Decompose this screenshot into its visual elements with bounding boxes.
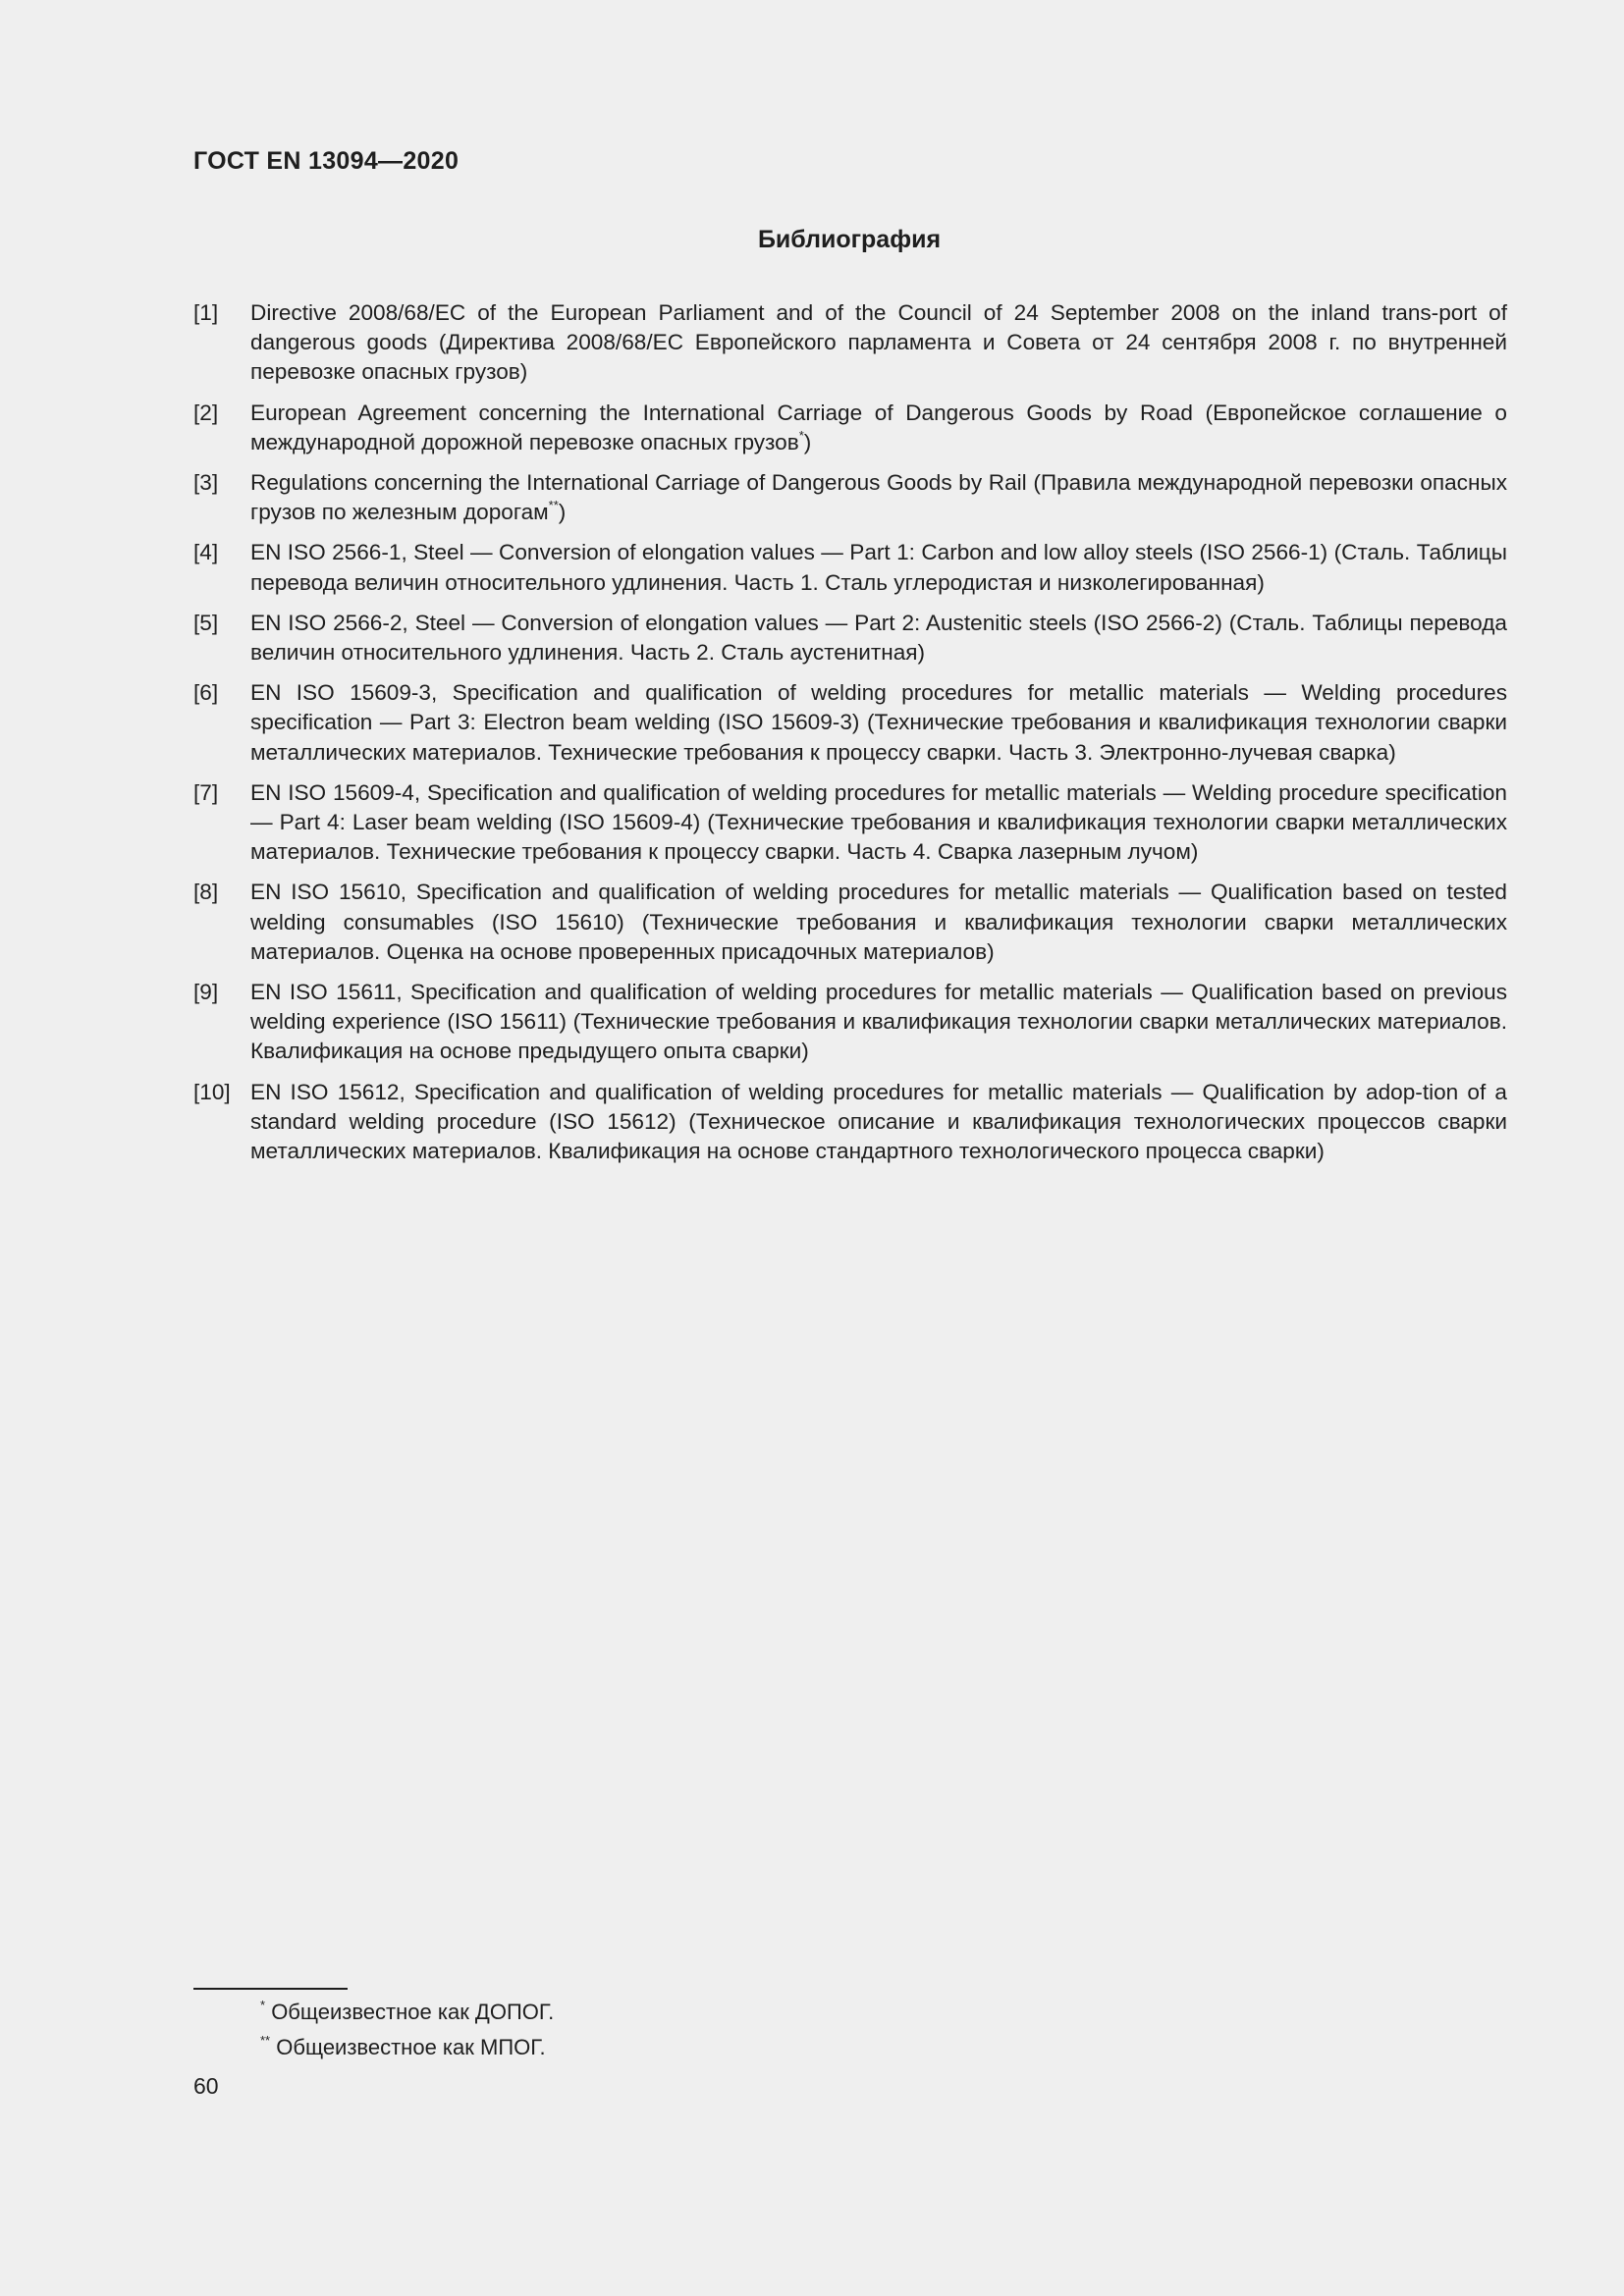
section-title: Библиография (757, 226, 942, 253)
document-code: ГОСТ EN 13094—2020 (193, 147, 460, 175)
reference-item (193, 678, 1507, 768)
reference-number: [7] (193, 779, 219, 805)
reference-item (193, 538, 1507, 597)
reference-text: Directive 2008/68/EC of the European Parliament and of the Council of 24 September 2008 on the inland trans-port of dangerous goods (Директива 2008/68/ЕС Европейского парламента и Совета от 24 сентября 2008 г. по внутренней перевозке опасных грузов) (250, 300, 1507, 385)
reference-text: EN ISO 15612, Specification and qualification of welding procedures for metallic materials — Qualification by adop-tion of a standard welding procedure (ISO 15612) (Техническое описание и квалификация технологических процессов сварки металлических материалов. Квалификация на основе стандартного технологического процесса сварки) (250, 1079, 1507, 1164)
reference-number: [6] (193, 680, 219, 706)
reference-item (193, 609, 1507, 667)
reference-item (193, 399, 1507, 457)
reference-text: European Agreement concerning the International Carriage of Dangerous Goods by Road (Европейское соглашение о международной дорожной перевозке опасных грузов*) (250, 400, 1507, 454)
reference-item (193, 1078, 1507, 1167)
reference-text: EN ISO 2566-2, Steel — Conversion of elongation values — Part 2: Austenitic steels (ISO 2566-2) (Сталь. Таблицы перевода величин относительного удлинения. Часть 2. Сталь аустенитная) (250, 610, 1507, 666)
reference-text: EN ISO 15609-4, Specification and qualification of welding procedures for metallic materials — Welding procedure specification — Part 4: Laser beam welding (ISO 15609-4) (Технические требования и квалификация технологии сварки металлических материалов. Технические требования к процессу сварки. Часть 4. Сварка лазерным лучом) (250, 779, 1507, 865)
reference-number: [8] (193, 880, 219, 905)
footnote-mark: ** (260, 2033, 271, 2048)
footnote-item (260, 2030, 554, 2065)
footnote-mark: * (260, 1998, 266, 2012)
reference-text: EN ISO 15609-3, Specification and qualification of welding procedures for metallic materials — Welding procedures specification — Part 3: Electron beam welding (ISO 15609-3) (Технические требования и квалификация технологии сварки металлических материалов. Технические требования к процессу сварки. Часть 3. Электронно-лучевая сварка) (250, 680, 1507, 765)
reference-text: Regulations concerning the International Carriage of Dangerous Goods by Rail (Правила международной перевозки опасных грузов по железным дорогам**) (250, 470, 1507, 525)
reference-item (193, 468, 1507, 527)
footnote-mark: ** (548, 498, 559, 513)
reference-text: EN ISO 15611, Specification and qualification of welding procedures for metallic materials — Qualification based on previous welding experience (ISO 15611) (Технические требования и квалификация технологии сварки металлических материалов. Квалификация на основе предыдущего опыта сварки) (250, 980, 1507, 1064)
reference-item (193, 298, 1507, 388)
reference-number: [2] (193, 400, 219, 425)
reference-number: [9] (193, 980, 219, 1005)
footnote-item (260, 1995, 554, 2030)
reference-number: [3] (193, 470, 219, 496)
page-number: 60 (193, 2073, 219, 2099)
reference-item (193, 878, 1507, 967)
footnote-mark: * (798, 427, 804, 443)
reference-text: EN ISO 2566-1, Steel — Conversion of elongation values — Part 1: Carbon and low alloy steels (ISO 2566-1) (Сталь. Таблицы перевода величин относительного удлинения. Часть 1. Сталь углеродистая и низколегированная) (250, 540, 1507, 595)
reference-number: [10] (193, 1079, 231, 1104)
footnote-text: Общеизвестное как ДОПОГ. (271, 2000, 555, 2024)
reference-number: [1] (193, 300, 219, 325)
footnote-divider (193, 1988, 348, 1990)
reference-item (193, 978, 1507, 1067)
reference-number: [5] (193, 610, 219, 635)
reference-item (193, 778, 1507, 868)
reference-list (193, 298, 1507, 1177)
reference-text: EN ISO 15610, Specification and qualification of welding procedures for metallic materials — Qualification based on tested welding consumables (ISO 15610) (Технические требования и квалификация технологии сварки металлических материалов. Оценка на основе проверенных присадочных материалов) (250, 880, 1507, 964)
footnotes (260, 1995, 554, 2065)
reference-number: [4] (193, 540, 219, 565)
footnote-text: Общеизвестное как МПОГ. (276, 2035, 546, 2059)
